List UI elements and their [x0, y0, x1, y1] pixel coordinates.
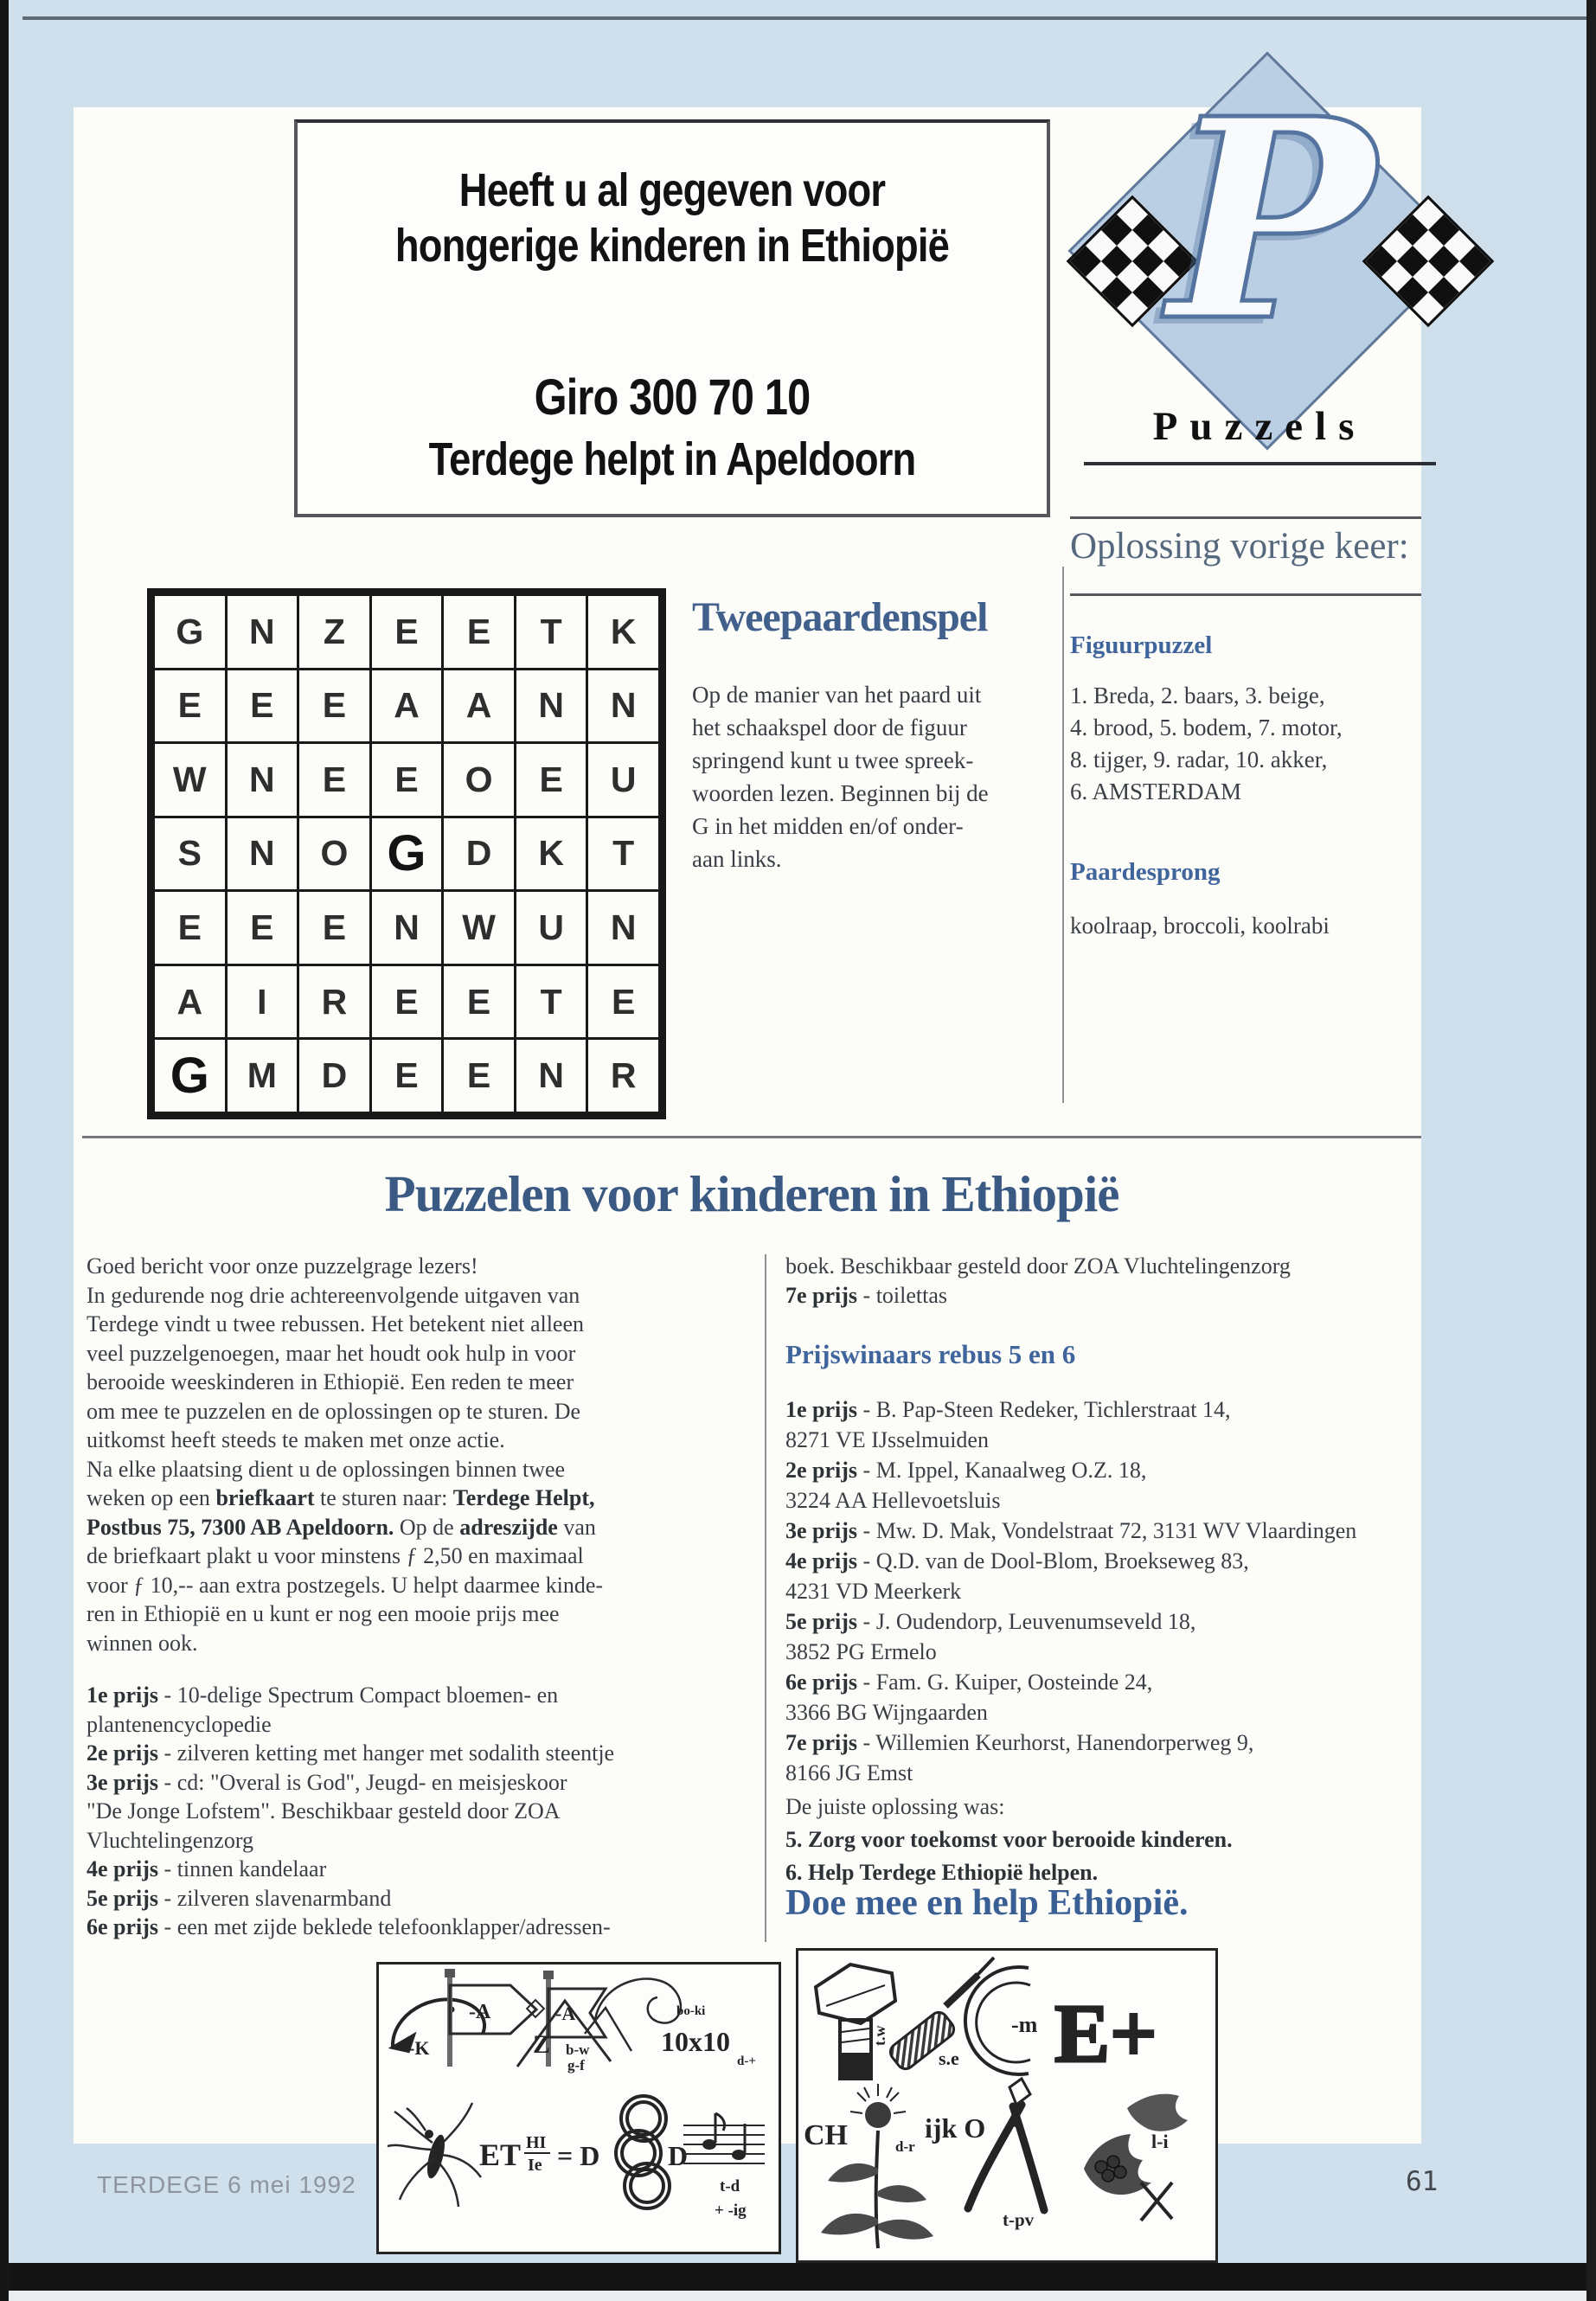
text-line: boek. Beschikbaar gesteld door ZOA Vluchtelingenzorg — [785, 1253, 1291, 1279]
solutions-heading: Oplossing vorige keer: — [1070, 526, 1409, 567]
holly-icon — [1084, 2094, 1188, 2221]
grid-cell-6-1: M — [228, 1040, 298, 1112]
grid-cell-5-4: E — [444, 966, 514, 1038]
svg-text:d-+: d-+ — [737, 2054, 756, 2068]
grid-cell-5-0: A — [155, 966, 225, 1038]
grid-cell-6-0: G — [155, 1040, 225, 1112]
svg-text:t.w: t.w — [871, 2025, 888, 2046]
mosquito-icon — [388, 2103, 481, 2207]
grid-cell-0-1: N — [228, 596, 298, 668]
grid-cell-4-2: E — [299, 892, 369, 964]
grid-cell-2-4: O — [444, 744, 514, 816]
text-line: 6. Help Terdege Ethiopië helpen. — [785, 1860, 1099, 1885]
grid-cell-5-2: R — [299, 966, 369, 1038]
text-line: 3e prijs - Mw. D. Mak, Vondelstraat 72, 3131 WV Vlaardingen — [785, 1518, 1357, 1543]
text-line: 2e prijs - zilveren ketting met hanger met sodalith steentje — [87, 1740, 615, 1766]
text-line: 4. brood, 5. bodem, 7. motor, — [1070, 715, 1343, 740]
rings-icon — [616, 2096, 670, 2208]
article-left-prizes — [87, 1681, 614, 1942]
svg-text:g-f: g-f — [567, 2057, 585, 2073]
svg-text:-A: -A — [555, 2003, 576, 2024]
grid-cell-4-0: E — [155, 892, 225, 964]
text-line: 4231 VD Meerkerk — [785, 1579, 962, 1604]
winners-list — [785, 1394, 1356, 1788]
music-staff-icon — [683, 2125, 765, 2163]
text-line: 1e prijs - B. Pap-Steen Redeker, Tichlerstraat 14, — [785, 1397, 1231, 1422]
grid-cell-6-3: E — [372, 1040, 442, 1112]
donation-title-line1: Heeft u al gegeven voor — [458, 164, 886, 216]
text-line: 1e prijs - 10-delige Spectrum Compact bloemen- en — [87, 1682, 559, 1708]
text-line: het schaakspel door de figuur — [692, 715, 967, 740]
donation-appeal-box — [294, 119, 1050, 517]
column-divider-top — [1062, 567, 1064, 1103]
text-line: 4e prijs - tinnen kandelaar — [87, 1856, 327, 1881]
grid-cell-1-4: A — [444, 670, 514, 742]
correct-solution — [785, 1791, 1233, 1889]
article-right-top — [785, 1252, 1291, 1311]
grid-cell-3-2: O — [299, 818, 369, 890]
music-notes-icon — [702, 2113, 746, 2160]
scan-edge-left — [0, 0, 9, 2301]
text-line: Op de manier van het paard uit — [692, 682, 982, 708]
text-line: 8166 JG Emst — [785, 1760, 913, 1785]
grid-cell-2-5: E — [516, 744, 586, 816]
rebus-right-drawing — [798, 1951, 1210, 2255]
svg-text:+ -ig: + -ig — [715, 2202, 747, 2220]
scan-edge-bottom — [9, 2263, 1586, 2291]
grid-cell-1-0: E — [155, 670, 225, 742]
tweepaardenspel-heading: Tweepaardenspel — [692, 594, 988, 640]
grid-cell-4-4: W — [444, 892, 514, 964]
grid-cell-3-6: T — [588, 818, 658, 890]
text-line: winnen ook. — [87, 1630, 198, 1656]
svg-text:ijk O: ijk O — [925, 2112, 986, 2144]
rebus-box-right — [796, 1948, 1218, 2263]
text-line: 3224 AA Hellevoetsluis — [785, 1488, 1001, 1513]
svg-text:l-i: l-i — [1151, 2131, 1169, 2152]
puzzels-underline — [1084, 462, 1436, 465]
e-plus-icon: E+ — [1054, 1987, 1157, 2080]
grid-cell-2-2: E — [299, 744, 369, 816]
text-line: 3852 PG Ermelo — [785, 1639, 937, 1664]
paardesprong-heading: Paardesprong — [1070, 858, 1221, 886]
text-line: G in het midden en/of onder- — [692, 813, 964, 839]
grid-cell-5-1: I — [228, 966, 298, 1038]
donation-title — [357, 163, 986, 273]
winners-heading: Prijswinaars rebus 5 en 6 — [785, 1339, 1076, 1369]
grid-cell-3-0: S — [155, 818, 225, 890]
text-line: 3e prijs - cd: "Overal is God", Jeugd- en meisjeskoor — [87, 1769, 567, 1795]
svg-text:CH: CH — [804, 2119, 848, 2151]
text-line: 6e prijs - een met zijde beklede telefoonklapper/adressen- — [87, 1914, 611, 1939]
text-line: In gedurende nog drie achtereenvolgende uitgaven van — [87, 1282, 580, 1308]
grid-cell-3-5: K — [516, 818, 586, 890]
text-line: 5. Zorg voor toekomst voor berooide kinderen. — [785, 1827, 1233, 1852]
page-number: 61 — [1406, 2166, 1439, 2197]
text-line: Vluchtelingenzorg — [87, 1827, 254, 1853]
text-line: 8271 VE IJsselmuiden — [785, 1427, 989, 1452]
grid-cell-5-3: E — [372, 966, 442, 1038]
svg-text:-K: -K — [408, 2037, 430, 2059]
grid-cell-0-2: Z — [299, 596, 369, 668]
svg-text:bo-ki: bo-ki — [676, 2004, 706, 2018]
grid-cell-4-6: N — [588, 892, 658, 964]
text-line: 5e prijs - J. Oudendorp, Leuvenumseveld 18, — [785, 1609, 1196, 1634]
text-line: uitkomst heeft steeds te maken met onze actie. — [87, 1427, 505, 1452]
grid-cell-1-5: N — [516, 670, 586, 742]
grid-cell-0-6: K — [588, 596, 658, 668]
text-line: "De Jonge Lofstem". Beschikbaar gesteld door ZOA — [87, 1798, 561, 1823]
svg-text:s.e: s.e — [939, 2048, 959, 2069]
grid-cell-3-1: N — [228, 818, 298, 890]
text-line: voor ƒ 10,-- aan extra postzegels. U helpt daarmee kinde- — [87, 1572, 604, 1598]
svg-text:HI: HI — [526, 2133, 547, 2152]
text-line: 7e prijs - toilettas — [785, 1283, 948, 1308]
svg-text:Z: Z — [533, 2030, 551, 2059]
giro-number: Giro 300 70 10 — [534, 369, 811, 426]
grid-cell-6-5: N — [516, 1040, 586, 1112]
issue-footer: TERDEGE 6 mei 1992 — [97, 2171, 356, 2198]
scan-edge-top-line — [22, 16, 1586, 20]
svg-text:d-r: d-r — [895, 2138, 915, 2155]
svg-text:10x10: 10x10 — [661, 2026, 730, 2057]
text-line: 3366 BG Wijngaarden — [785, 1700, 988, 1725]
text-line: Postbus 75, 7300 AB Apeldoorn. Op de adreszijde van — [87, 1514, 596, 1540]
svg-text:b-w: b-w — [566, 2041, 590, 2058]
text-line: Terdege vindt u twee rebussen. Het betekent niet alleen — [87, 1311, 585, 1336]
letter-grid-puzzle — [147, 588, 666, 1119]
grid-cell-6-4: E — [444, 1040, 514, 1112]
grid-cell-6-6: R — [588, 1040, 658, 1112]
grid-cell-4-1: E — [228, 892, 298, 964]
grid-cell-2-1: N — [228, 744, 298, 816]
svg-text:D: D — [668, 2140, 689, 2171]
puzzels-p-monogram: P — [1168, 58, 1375, 381]
text-line: 6. AMSTERDAM — [1070, 779, 1242, 804]
rebus-box-left — [376, 1962, 781, 2254]
grid-cell-5-5: T — [516, 966, 586, 1038]
text-line: 4e prijs - Q.D. van de Dool-Blom, Broekseweg 83, — [785, 1548, 1249, 1574]
text-line: 8. tijger, 9. radar, 10. akker, — [1070, 747, 1328, 772]
solutions-rule-bottom — [1070, 593, 1421, 596]
text-line: veel puzzelgenoegen, maar het houdt ook hulp in voor — [87, 1340, 576, 1366]
bolt-icon — [816, 1965, 895, 2079]
grid-cell-2-3: E — [372, 744, 442, 816]
grid-cell-1-6: N — [588, 670, 658, 742]
thistle-icon — [821, 2084, 933, 2248]
text-line: weken op een briefkaart te sturen naar: Terdege Helpt, — [87, 1485, 595, 1510]
text-line: Goed bericht voor onze puzzelgrage lezers! — [87, 1253, 478, 1279]
scan-edge-bottom-light — [9, 2291, 1586, 2301]
puzzels-logo-label: Puzzels — [1152, 404, 1367, 449]
grid-cell-0-0: G — [155, 596, 225, 668]
article-title: Puzzelen voor kinderen in Ethiopië — [384, 1165, 1119, 1222]
grid-cell-3-4: D — [444, 818, 514, 890]
grid-cell-2-0: W — [155, 744, 225, 816]
donation-title-line2: hongerige kinderen in Ethiopië — [394, 220, 950, 272]
text-line: plantenencyclopedie — [87, 1711, 272, 1737]
flag-icon — [450, 1985, 536, 2034]
svg-text:-m: -m — [1011, 2012, 1038, 2037]
text-line: De juiste oplossing was: — [785, 1794, 1005, 1819]
text-line: ren in Ethiopië en u kunt er nog een mooie prijs mee — [87, 1601, 560, 1626]
svg-text:t-d: t-d — [720, 2177, 740, 2195]
text-line: 7e prijs - Willemien Keurhorst, Hanendorperweg 9, — [785, 1730, 1254, 1755]
text-line: woorden lezen. Beginnen bij de — [692, 780, 989, 806]
swirl-icon — [595, 1979, 681, 2023]
column-divider-article — [765, 1254, 766, 1942]
svg-text:t-pv: t-pv — [1003, 2209, 1035, 2230]
text-line: 1. Breda, 2. baars, 3. beige, — [1070, 683, 1325, 708]
article-top-rule — [82, 1136, 1421, 1138]
text-line: aan links. — [692, 846, 782, 872]
text-line: de briefkaart plakt u voor minstens ƒ 2,50 en maximaal — [87, 1543, 584, 1568]
text-line: om mee te puzzelen en de oplossingen op te sturen. De — [87, 1398, 581, 1424]
donation-subtitle: Terdege helpt in Apeldoorn — [428, 433, 916, 485]
solutions-rule-top — [1070, 516, 1421, 519]
grid-cell-0-4: E — [444, 596, 514, 668]
rebus-left-drawing — [379, 1965, 773, 2247]
grid-cell-6-2: D — [299, 1040, 369, 1112]
text-line: 5e prijs - zilveren slavenarmband — [87, 1885, 392, 1911]
grid-cell-3-3: G — [372, 818, 442, 890]
article-left-intro — [87, 1252, 603, 1657]
figuurpuzzel-answers — [1070, 680, 1343, 808]
figuurpuzzel-heading: Figuurpuzzel — [1070, 631, 1213, 659]
text-line: berooide weeskinderen in Ethiopië. Een reden te meer — [87, 1369, 574, 1394]
grid-cell-1-2: E — [299, 670, 369, 742]
scan-edge-right — [1586, 0, 1596, 2301]
text-line: Na elke plaatsing dient u de oplossingen binnen twee — [87, 1456, 566, 1482]
svg-text:ET: ET — [479, 2138, 522, 2172]
grid-cell-1-1: E — [228, 670, 298, 742]
grid-cell-0-5: T — [516, 596, 586, 668]
svg-text:-A: -A — [469, 2001, 491, 2023]
grid-cell-4-3: N — [372, 892, 442, 964]
tweepaardenspel-description — [692, 678, 989, 875]
text-line: springend kunt u twee spreek- — [692, 747, 974, 773]
paardesprong-answers — [1070, 910, 1330, 942]
text-line: 2e prijs - M. Ippel, Kanaalweg O.Z. 18, — [785, 1458, 1147, 1483]
pliers-icon — [968, 2079, 1044, 2210]
grid-cell-0-3: E — [372, 596, 442, 668]
svg-text:= D: = D — [557, 2140, 600, 2171]
grid-cell-5-6: E — [588, 966, 658, 1038]
grid-cell-2-6: U — [588, 744, 658, 816]
text-line: 6e prijs - Fam. G. Kuiper, Oosteinde 24, — [785, 1670, 1153, 1695]
svg-text:Ie: Ie — [528, 2156, 542, 2175]
cta-heading: Doe mee en help Ethiopië. — [785, 1883, 1189, 1923]
text-line: koolraap, broccoli, koolrabi — [1070, 913, 1330, 939]
grid-cell-4-5: U — [516, 892, 586, 964]
grid-cell-1-3: A — [372, 670, 442, 742]
